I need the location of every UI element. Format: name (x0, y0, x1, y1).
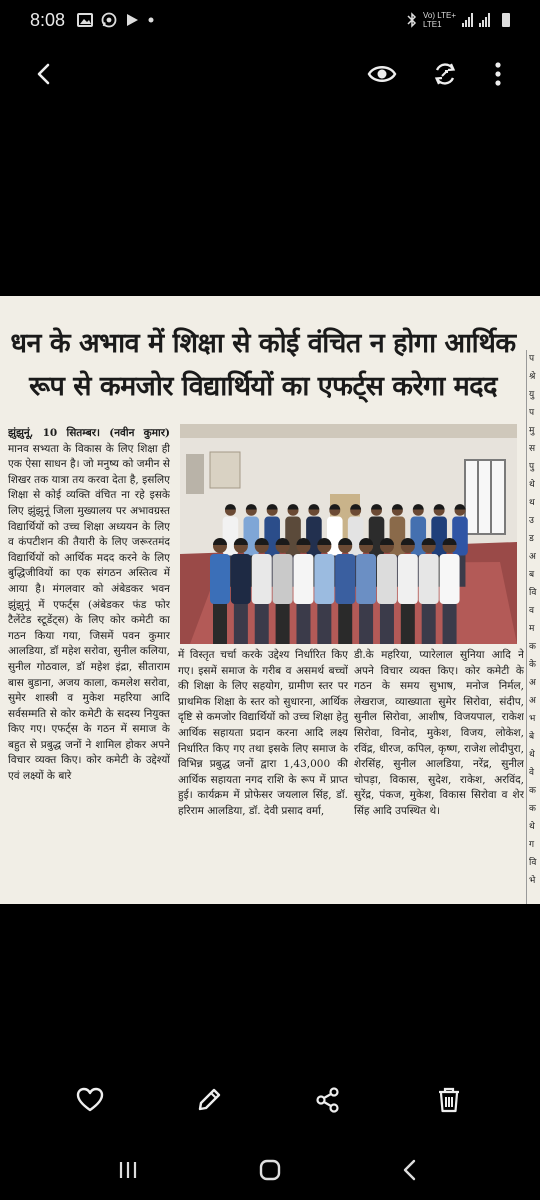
home-button[interactable] (248, 1150, 292, 1190)
adjacent-article-glyph: पु (529, 462, 535, 472)
edit-button[interactable] (187, 1078, 231, 1122)
article-column-1: झुंझुनूं, 10 सितम्बर। (नवीन कुमार) मानव सभ्यता के विकास के लिए शिक्षा ही एक ऐसा साधन है। जो मनुष्य को जमीन से शिखर तक यात्रा तय करवा देता है, इसलिए शिक्षा से कोई व्यक्ति वंचित ना रहे इसके लिए झुंझुनूं जिला मुख्यालय पर अभावग्रस्त विद्यार्थियों को उच्च शिक्षा अध्ययन के लिए व कंपटीशन की तैयारी के लिए जरूरतमंद विद्यार्थियों को आर्थिक मदद करने के लिए बुद्धिजीवियों का एक संगठन अस्तित्व में आया है। मंगलवार को अंबेडकर भवन झुंझुनूं में एफर्ट्स (अंबेडकर फंड फोर टैलेंटेड स्टूडेंट्स) के लिए कोर कमेटी का गठन किया गया, जिसमें पवन कुमार आलडिया, डॉ महेश सरोवा, सुनील कलिया, सुनील गोठवाल, डॉ महेश इंद्रा, सीताराम बास बुडाना, अजय काला, कमलेश सरोवा, सुमेर शास्त्री व मुकेश महरिया आदि सर्वसम्मति से कोर कमेटी के सदस्य नियुक्त किए गए। एफर्ट्स के गठन में समाज के बहुत से प्रबुद्ध जनों ने शामिल होकर अपने विचार व्यक्त किए। कोर कमेटी के उद्देश्यों एवं लक्ष्यों के बारे (8, 427, 170, 783)
adjacent-article-edge (526, 350, 540, 904)
status-bar (0, 0, 540, 40)
back-button[interactable] (20, 46, 68, 102)
adjacent-article-glyph: भ (529, 714, 536, 724)
viewer-toolbar (0, 46, 540, 102)
adjacent-article-glyph: क (529, 642, 536, 652)
adjacent-article-glyph: अ (529, 678, 536, 688)
view-button[interactable] (358, 46, 406, 102)
bluetooth-icon (407, 12, 417, 28)
adjacent-article-glyph: बे (529, 732, 535, 742)
adjacent-article-glyph: थे (529, 750, 535, 760)
article-dateline: झुंझुनूं, 10 सितम्बर। (नवीन कुमार) (8, 427, 170, 439)
adjacent-article-glyph: प (529, 408, 535, 418)
status-time: 8:08 (30, 9, 66, 30)
eye-icon (367, 63, 397, 85)
adjacent-article-glyph: थे (529, 480, 535, 490)
battery-icon (502, 13, 510, 27)
heart-icon (76, 1087, 104, 1113)
adjacent-article-glyph: व (529, 606, 535, 616)
play-store-icon (125, 13, 139, 27)
group-photo-illustration (180, 424, 517, 644)
adjacent-article-glyph: ग (529, 840, 535, 850)
back-nav-button[interactable] (388, 1150, 432, 1190)
article-column-3: डी.के महरिया, प्यारेलाल सुनिया आदि ने अपने विचार व्यक्त किए। कोर कमेटी के गठन के समय सुभाष, मनोज निर्मल, लेखराज, व्याख्याता सुमेर सिरोवा, संदीप, सुनील सिरोवा, आशीष, विजयपाल, राकेश सिरोवा, विनोद, मुकेश, विजय, लोकेश, रविंद्र, धीरज, कपिल, कृष्ण, राजेश लोदीपुरा, शेरसिंह, सुनील आलडिया, नरेंद्र, सुनील चोपड़ा, विकास, सुदेश, राकेश, अरविंद, सुरेंद्र, पंकज, मुकेश, विकास सिरोवा व शेर सिंह आदि उपस्थित थे। (354, 649, 524, 817)
recent-apps-icon (117, 1160, 139, 1180)
adjacent-article-glyph: भे (529, 876, 536, 886)
adjacent-article-glyph: क (529, 804, 536, 814)
whatsapp-icon (101, 12, 117, 28)
system-navigation-bar (0, 1140, 540, 1200)
delete-icon (437, 1087, 461, 1113)
share-button[interactable] (306, 1078, 350, 1122)
photo-action-bar (0, 1070, 540, 1130)
adjacent-article-glyph: थ (529, 498, 535, 508)
adjacent-article-glyph: ब (529, 570, 535, 580)
adjacent-article-glyph: प (529, 354, 535, 364)
adjacent-article-glyph: क (529, 786, 536, 796)
network-type: Vo) LTE+ LTE1 (423, 11, 456, 29)
adjacent-article-glyph: वि (529, 858, 537, 868)
notification-icons (77, 12, 155, 28)
adjacent-article-glyph: अ (529, 696, 536, 706)
adjacent-article-glyph: मु (529, 426, 535, 436)
share-icon (315, 1087, 341, 1113)
signal-icon (479, 13, 490, 27)
adjacent-article-glyph: स (529, 444, 536, 454)
adjacent-article-glyph: के (529, 660, 536, 670)
newspaper-clipping[interactable] (0, 296, 540, 904)
adjacent-article-glyph: वे (529, 768, 535, 778)
back-nav-icon (400, 1159, 420, 1181)
system-status-icons (407, 11, 510, 29)
remaster-button[interactable] (421, 46, 469, 102)
more-options-icon (494, 61, 502, 87)
adjacent-article-glyph: यु (529, 390, 535, 400)
remaster-icon (432, 61, 458, 87)
gallery-icon (77, 13, 93, 27)
dot-icon (147, 16, 155, 24)
article-headline: धन के अभाव में शिक्षा से कोई वंचित न होगा आर्थिक रूप से कमजोर विद्यार्थियों का एफर्ट्स करेगा मदद (10, 328, 516, 402)
adjacent-article-glyph: श्रे (529, 372, 536, 382)
group-photo (180, 424, 517, 644)
adjacent-article-glyph: अ (529, 552, 536, 562)
favorite-button[interactable] (68, 1078, 112, 1122)
adjacent-article-glyph: वि (529, 588, 537, 598)
home-icon (258, 1158, 282, 1182)
adjacent-article-glyph: उ (529, 516, 534, 526)
back-icon (32, 62, 56, 86)
edit-icon (196, 1087, 222, 1113)
adjacent-article-glyph: म (529, 624, 535, 634)
adjacent-article-glyph: ड (529, 534, 534, 544)
adjacent-article-glyph: थे (529, 822, 535, 832)
delete-button[interactable] (427, 1078, 471, 1122)
recent-apps-button[interactable] (106, 1150, 150, 1190)
article-column-2: में विस्तृत चर्चा करके उद्देश्य निर्धारित किए गए। इसमें समाज के गरीब व असमर्थ बच्चों की शिक्षा के लिए सहयोग, ग्रामीण स्तर पर प्राथमिक शिक्षा के स्तर को सुधारना, आर्थिक दृष्टि से कमजोर विद्यार्थियों को उच्च शिक्षा हेतु आर्थिक सहायता प्रदान करना आदि लक्ष्य निर्धारित किए गए तथा इसके लिए समाज के विभिन्न प्रबुद्ध जनों द्वारा 1,43,000 की आर्थिक सहायता नगद राशि के रूप में प्राप्त हुई। कार्यक्रम में प्रोफेसर जयलाल सिंह, डॉ. हरिराम आलडिया, डॉ. देवी प्रसाद वर्मा, (178, 649, 348, 817)
signal-icon (462, 13, 473, 27)
more-options-button[interactable] (474, 46, 522, 102)
